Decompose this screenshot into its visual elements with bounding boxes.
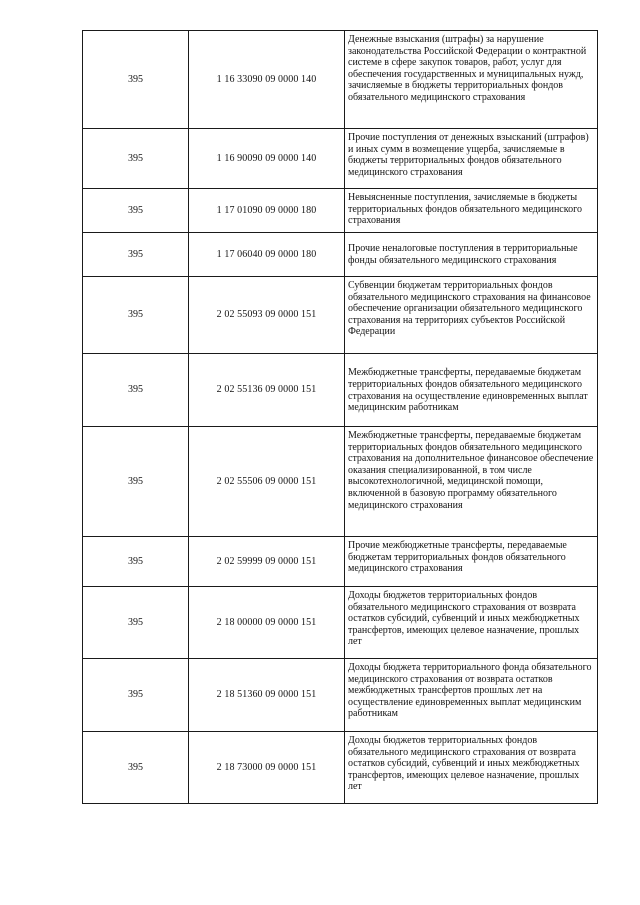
table-row <box>83 732 598 804</box>
admin-code-cell: 395 <box>83 659 189 732</box>
kbk-code-cell: 1 17 01090 09 0000 180 <box>189 189 345 233</box>
description-cell: Невыясненные поступления, зачисляемые в бюджеты территориальных фондов обязательного медицинского страхования <box>345 189 598 233</box>
description-cell: Денежные взыскания (штрафы) за нарушение законодательства Российской Федерации о контрактной системе в сфере закупок товаров, работ, услуг для обеспечения государственных и муниципальных нужд, зачисляемые в бюджеты территориальных фондов обязательного медицинского страхования <box>345 31 598 129</box>
description-cell: Доходы бюджета территориального фонда обязательного медицинского страхования от возврата остатков межбюджетных трансфертов прошлых лет на осуществление единовременных выплат медицинским работникам <box>345 659 598 732</box>
kbk-code-cell: 2 02 55093 09 0000 151 <box>189 277 345 354</box>
table-row <box>83 129 598 189</box>
admin-code-cell: 395 <box>83 587 189 659</box>
admin-code-cell: 395 <box>83 277 189 354</box>
table-row <box>83 233 598 277</box>
description-cell: Прочие межбюджетные трансферты, передаваемые бюджетам территориальных фондов обязательного медицинского страхования <box>345 537 598 587</box>
admin-code-cell: 395 <box>83 189 189 233</box>
kbk-code-cell: 1 16 90090 09 0000 140 <box>189 129 345 189</box>
table-body <box>83 31 598 804</box>
description-cell: Доходы бюджетов территориальных фондов обязательного медицинского страхования от возврата остатков субсидий, субвенций и иных межбюджетных трансфертов, имеющих целевое назначение, прошлых лет <box>345 587 598 659</box>
admin-code-cell: 395 <box>83 354 189 427</box>
admin-code-cell: 395 <box>83 233 189 277</box>
kbk-code-cell: 2 02 59999 09 0000 151 <box>189 537 345 587</box>
table-row <box>83 427 598 537</box>
description-cell: Доходы бюджетов территориальных фондов обязательного медицинского страхования от возврата остатков субсидий, субвенций и иных межбюджетных трансфертов, имеющих целевое назначение, прошлых лет <box>345 732 598 804</box>
admin-code-cell: 395 <box>83 427 189 537</box>
description-cell: Субвенции бюджетам территориальных фондов обязательного медицинского страхования на финансовое обеспечение организации обязательного медицинского страхования на территориях субъектов Российской Федерации <box>345 277 598 354</box>
description-cell: Межбюджетные трансферты, передаваемые бюджетам территориальных фондов обязательного медицинского страхования на дополнительное финансовое обеспечение оказания специализированной, в том числе высокотехнологичной, медицинской помощи, включенной в базовую программу обязательного медицинского страхования <box>345 427 598 537</box>
description-cell: Прочие поступления от денежных взысканий (штрафов) и иных сумм в возмещение ущерба, зачисляемые в бюджеты территориальных фондов обязательного медицинского страхования <box>345 129 598 189</box>
table-row <box>83 537 598 587</box>
kbk-code-cell: 2 02 55136 09 0000 151 <box>189 354 345 427</box>
description-cell: Межбюджетные трансферты, передаваемые бюджетам территориальных фондов обязательного медицинского страхования на осуществление единовременных выплат медицинским работникам <box>345 354 598 427</box>
table-row <box>83 659 598 732</box>
table-row <box>83 277 598 354</box>
kbk-code-cell: 2 18 73000 09 0000 151 <box>189 732 345 804</box>
admin-code-cell: 395 <box>83 537 189 587</box>
description-cell: Прочие неналоговые поступления в территориальные фонды обязательного медицинского страхования <box>345 233 598 277</box>
table-row <box>83 587 598 659</box>
kbk-code-cell: 2 02 55506 09 0000 151 <box>189 427 345 537</box>
admin-code-cell: 395 <box>83 31 189 129</box>
admin-code-cell: 395 <box>83 129 189 189</box>
kbk-code-cell: 1 17 06040 09 0000 180 <box>189 233 345 277</box>
kbk-code-cell: 2 18 00000 09 0000 151 <box>189 587 345 659</box>
kbk-code-cell: 1 16 33090 09 0000 140 <box>189 31 345 129</box>
table-row <box>83 189 598 233</box>
table-row <box>83 31 598 129</box>
admin-code-cell: 395 <box>83 732 189 804</box>
kbk-code-cell: 2 18 51360 09 0000 151 <box>189 659 345 732</box>
table-row <box>83 354 598 427</box>
revenue-codes-table <box>82 30 598 804</box>
